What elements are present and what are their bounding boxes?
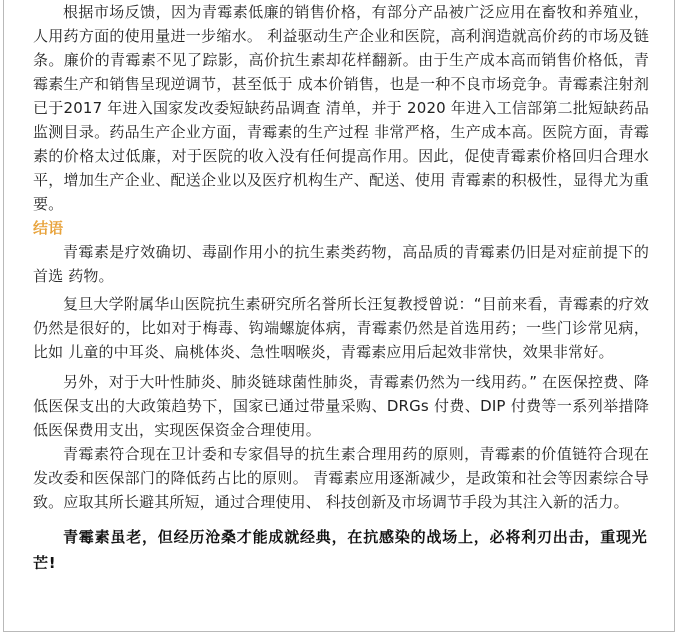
conclusion-paragraph-3: 另外，对于大叶性肺炎、肺炎链球菌性肺炎，青霉素仍然为一线用药。” 在医保控费、降低医保支出的大政策趋势下，国家已通过带量采购、DRGs 付费、DIP 付费等一系列举措降低医保费用支出，实现医保资金合理使用。 <box>33 373 649 439</box>
conclusion-paragraph-4: 青霉素符合现在卫计委和专家倡导的抗生素合理用药的原则，青霉素的价值链符合现在发改委和医保部门的降低药占比的原则。 青霉素应用逐渐减少，是政策和社会等因素综合导致。应取其所长避其所短，通过合理使用、 科技创新及市场调节手段为其注入新的活力。 <box>33 445 649 511</box>
closing-statement: 青霉素虽老，但经历沧桑才能成就经典，在抗感染的战场上，必将利刃出击，重现光芒! <box>33 528 648 572</box>
article-body <box>33 0 649 576</box>
conclusion-paragraph-2: 复旦大学附属华山医院抗生素研究所名誉所长汪复教授曾说：“目前来看，青霉素的疗效仍然是很好的，比如对于梅毒、钩端螺旋体病，青霉素仍然是首选用药；一些门诊常见病，比如 儿童的中耳炎、扁桃体炎、急性咽喉炎，青霉素应用后起效非常快，效果非常好。 <box>33 295 649 361</box>
market-paragraph: 根据市场反馈，因为青霉素低廉的销售价格，有部分产品被广泛应用在畜牧和养殖业，人用药方面的使用量进一步缩水。 利益驱动生产企业和医院，高利润造就高价药的市场及链条。廉价的青霉素不见了踪影，高价抗生素却花样翻新。由于生产成本高而销售价格低，青霉素生产和销售呈现逆调节，甚至低于 成本价销售，也是一种不良市场竞争。青霉素注射剂已于2017 年进入国家发改委短缺药品调查 清单，并于 2020 年进入工信部第二批短缺药品监测目录。药品生产企业方面，青霉素的生产过程 非常严格，生产成本高。医院方面，青霉素的价格太过低廉，对于医院的收入没有任何提高作用。因此，促使青霉素价格回归合理水平，增加生产企业、配送企业以及医疗机构生产、配送、使用 青霉素的积极性，显得尤为重要。 <box>33 3 649 213</box>
conclusion-paragraph-1: 青霉素是疗效确切、毒副作用小的抗生素类药物，高品质的青霉素仍旧是对症前提下的首选 药物。 <box>33 243 649 285</box>
paragraph-spacer <box>33 514 649 524</box>
section-heading-conclusion: 结语 <box>33 219 64 237</box>
